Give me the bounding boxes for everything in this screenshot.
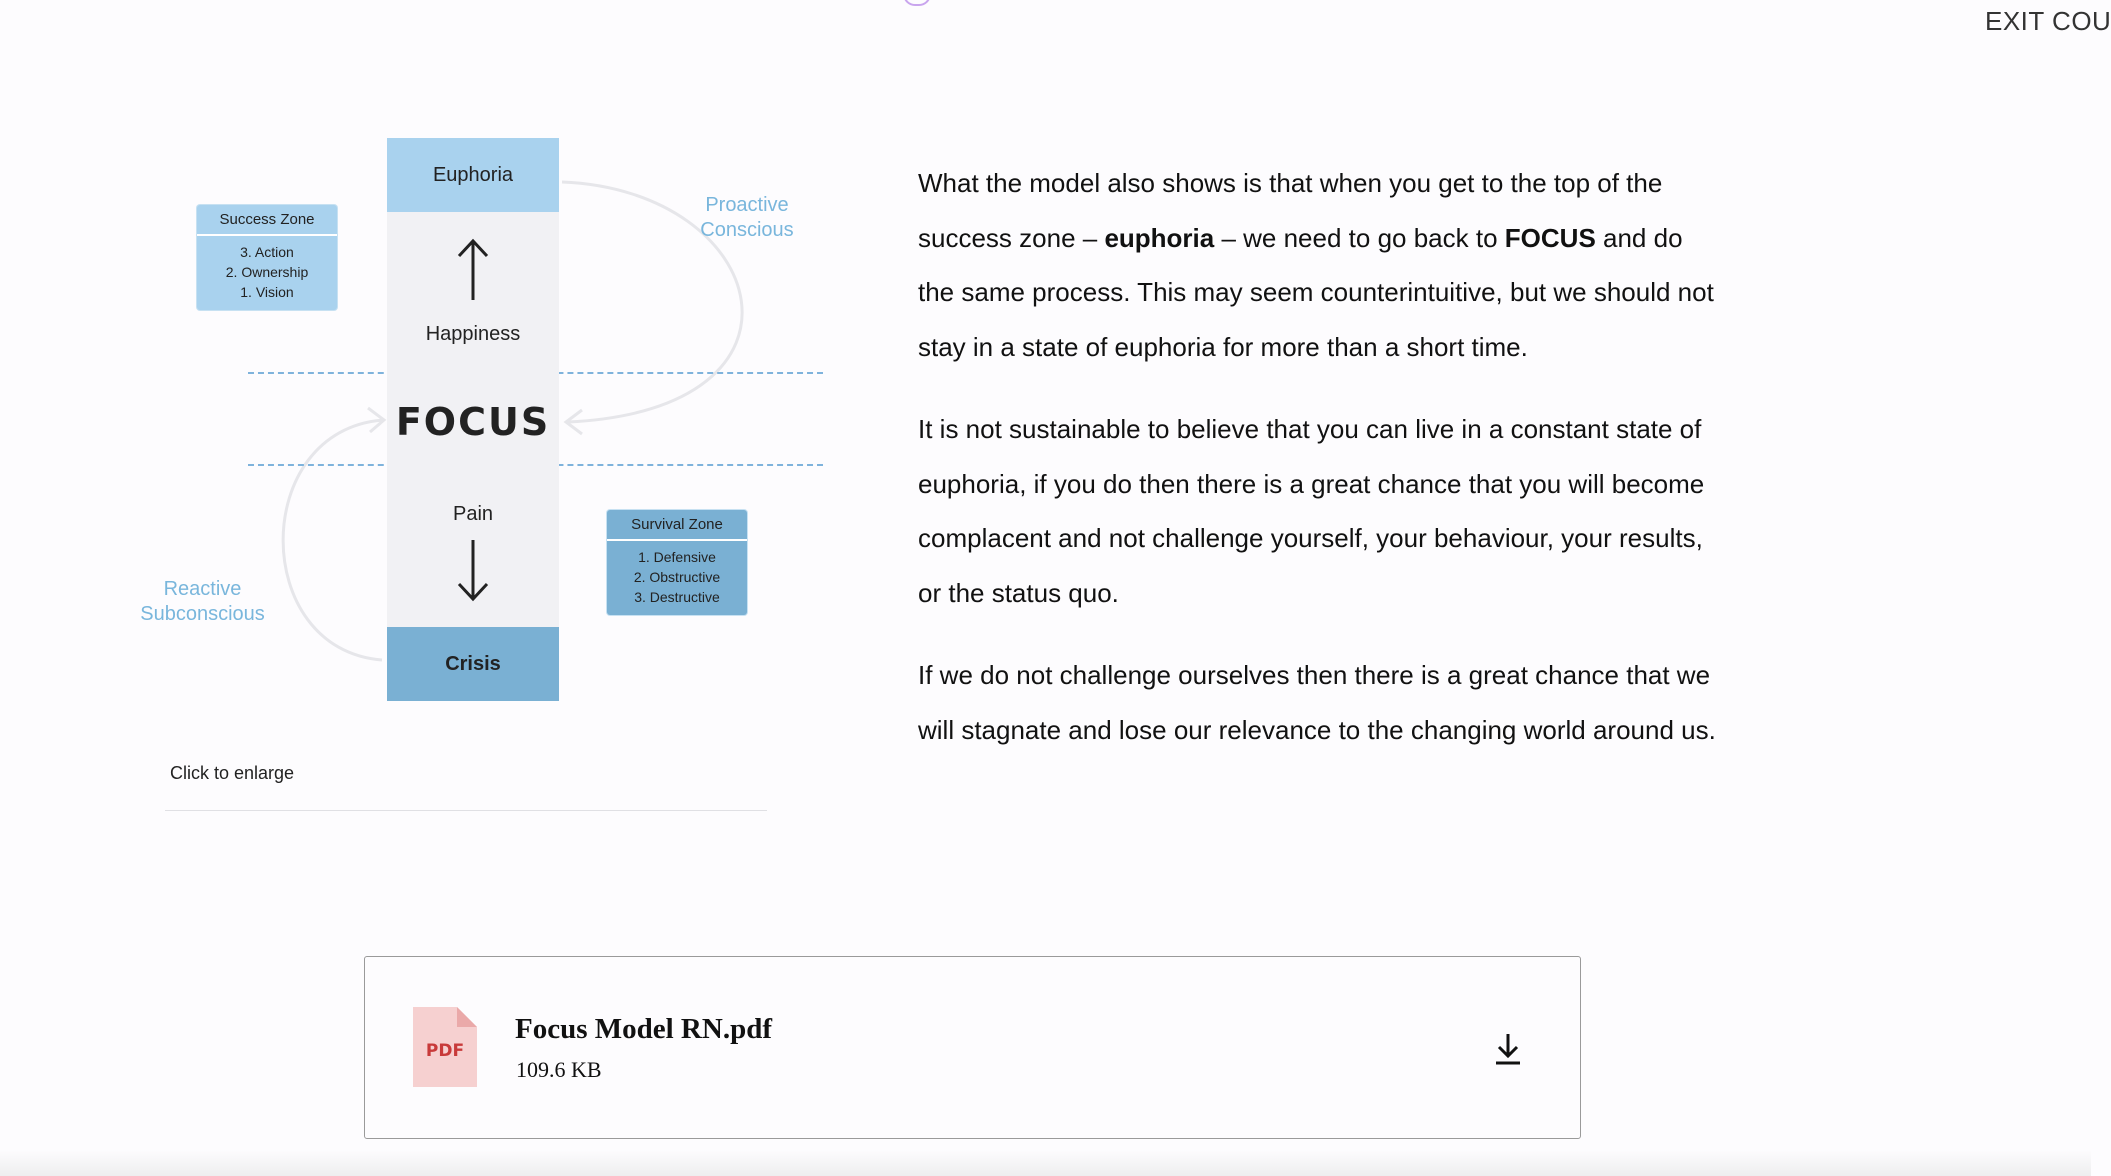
p1-text-c: and do the same process. This may seem counterintuitive, but we should not stay in a state of euphoria for more than a short time. bbox=[918, 222, 1714, 362]
paragraph-3: If we do not challenge ourselves then there is a great chance that we will stagnate and lose our relevance to the changing world around us. bbox=[918, 660, 1716, 745]
survival-zone-item: 3. Destructive bbox=[634, 589, 720, 605]
conscious-text: Conscious bbox=[700, 219, 794, 241]
download-icon[interactable] bbox=[1493, 1032, 1523, 1066]
reactive-subconscious-label bbox=[130, 577, 275, 627]
happiness-label: Happiness bbox=[425, 323, 521, 345]
arrow-down-icon bbox=[453, 538, 493, 602]
pain-label: Pain bbox=[452, 503, 494, 525]
survival-zone-item: 2. Obstructive bbox=[633, 569, 721, 585]
success-zone-item: 3. Action bbox=[240, 244, 294, 260]
success-zone-item: 2. Ownership bbox=[225, 264, 309, 280]
survival-zone-box bbox=[607, 510, 747, 615]
survival-zone-title: Survival Zone bbox=[607, 510, 747, 541]
focus-model-figure[interactable] bbox=[130, 130, 810, 750]
proactive-conscious-label bbox=[677, 193, 817, 243]
paragraph-2: It is not sustainable to believe that you can live in a constant state of euphoria, if you do then there is a great chance that you will become complacent and not challenge yourself, your behaviour, your results, or the status quo. bbox=[918, 414, 1705, 608]
focus-column bbox=[387, 138, 559, 701]
survival-zone-item: 1. Defensive bbox=[638, 549, 716, 565]
success-zone-item: 1. Vision bbox=[240, 284, 294, 300]
enlarge-caption[interactable]: Click to enlarge bbox=[170, 763, 295, 783]
pdf-icon-label: PDF bbox=[425, 1041, 465, 1061]
paragraph-1 bbox=[918, 156, 1718, 374]
euphoria-label: Euphoria bbox=[387, 138, 559, 212]
loading-indicator bbox=[903, 0, 931, 6]
p1-bold-focus: FOCUS bbox=[1504, 222, 1596, 253]
arrow-up-icon bbox=[453, 238, 493, 302]
subconscious-text: Subconscious bbox=[140, 603, 265, 625]
caption-divider bbox=[165, 810, 767, 811]
success-zone-title: Success Zone bbox=[197, 205, 337, 236]
exit-course-link[interactable]: EXIT COU bbox=[1985, 6, 2111, 36]
p1-text-a: What the model also shows is that when you get to the top of the success zone – bbox=[918, 168, 1663, 253]
crisis-label: Crisis bbox=[387, 627, 559, 701]
file-size: 109.6 KB bbox=[516, 1057, 602, 1082]
focus-label: FOCUS bbox=[395, 400, 551, 444]
file-attachment-card[interactable] bbox=[364, 956, 1581, 1139]
file-name[interactable]: Focus Model RN.pdf bbox=[515, 1013, 772, 1045]
reactive-text: Reactive bbox=[163, 578, 242, 600]
article-body bbox=[918, 156, 1718, 785]
p1-bold-euphoria: euphoria bbox=[1104, 222, 1215, 253]
p1-text-b: – we need to go back to bbox=[1214, 222, 1505, 253]
bottom-shadow bbox=[0, 1150, 2091, 1176]
proactive-text: Proactive bbox=[705, 194, 789, 216]
success-zone-box bbox=[197, 205, 337, 310]
pdf-file-icon bbox=[413, 1007, 477, 1087]
